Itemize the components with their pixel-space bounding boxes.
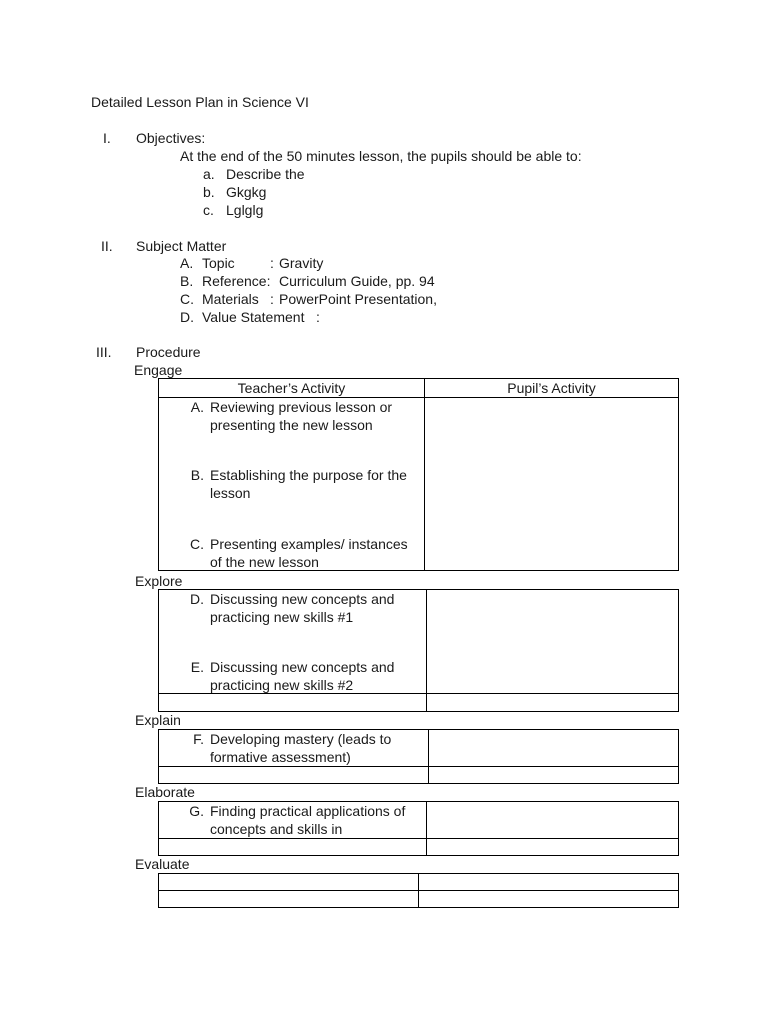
activity-letter: D. (190, 591, 204, 607)
document-title: Detailed Lesson Plan in Science VI (91, 94, 309, 110)
subject-item-letter: C. (180, 291, 194, 307)
empty-cell (419, 874, 679, 891)
subject-item-label: Reference: (202, 273, 271, 289)
elaborate-label: Elaborate (135, 784, 195, 800)
evaluate-table (158, 873, 679, 908)
objective-letter: a. (203, 166, 215, 182)
subject-item-letter: B. (180, 273, 194, 289)
teacher-activity-cell (159, 398, 425, 571)
activity-letter: C. (190, 536, 204, 552)
pupil-activity-cell (427, 802, 679, 839)
pupil-activity-cell (425, 398, 679, 571)
empty-cell (427, 694, 679, 712)
activity-text: Establishing the purpose for the lesson (210, 467, 407, 501)
empty-cell (429, 767, 679, 784)
teacher-activity-cell (159, 590, 427, 694)
activity-letter: G. (189, 803, 204, 819)
empty-cell (159, 767, 429, 784)
objectives-intro: At the end of the 50 minutes lesson, the pupils should be able to: (180, 148, 582, 164)
pupil-activity-header: Pupil’s Activity (425, 379, 679, 398)
empty-cell (159, 694, 427, 712)
subject-item-value: Curriculum Guide, pp. 94 (279, 273, 435, 289)
activity-letter: A. (190, 399, 204, 415)
activity-text: Finding practical applications of concepts and skills in (210, 803, 406, 837)
subject-item-value: Gravity (279, 255, 324, 271)
objective-letter: c. (203, 202, 214, 218)
objectives-numeral: I. (103, 130, 111, 146)
activity-text: Discussing new concepts and practicing new skills #2 (210, 659, 395, 693)
activity-text: Presenting examples/ instances of the new lesson (210, 536, 408, 570)
activity-letter: E. (190, 659, 204, 675)
pupil-activity-cell (429, 730, 679, 767)
activity-letter: F. (193, 731, 204, 747)
explore-table (158, 589, 679, 712)
activity-text: Discussing new concepts and practicing new skills #1 (210, 591, 395, 625)
empty-cell (419, 891, 679, 908)
empty-cell (427, 839, 679, 856)
explain-table (158, 729, 679, 784)
activity-text: Developing mastery (leads to formative assessment) (210, 731, 392, 765)
explore-label: Explore (135, 573, 183, 589)
subject-item-letter: D. (180, 309, 194, 325)
empty-cell (159, 891, 419, 908)
subject-item-separator: : (270, 255, 274, 271)
activity-text: Reviewing previous lesson or presenting the new lesson (210, 399, 393, 433)
explain-label: Explain (135, 712, 181, 728)
subject-matter-numeral: II. (101, 238, 113, 254)
subject-item-separator: : (316, 309, 320, 325)
procedure-numeral: III. (96, 344, 112, 360)
procedure-heading: Procedure (136, 344, 201, 360)
empty-cell (159, 874, 419, 891)
objective-text: Lglglg (226, 202, 264, 218)
objective-letter: b. (203, 184, 215, 200)
activity-letter: B. (190, 467, 204, 483)
subject-item-value: PowerPoint Presentation, (279, 291, 437, 307)
objective-text: Gkgkg (226, 184, 267, 200)
teacher-activity-header: Teacher’s Activity (159, 379, 425, 398)
empty-cell (159, 839, 427, 856)
subject-item-letter: A. (180, 255, 194, 271)
engage-table (158, 378, 679, 571)
subject-item-label: Topic (202, 255, 235, 271)
elaborate-table (158, 801, 679, 856)
objective-text: Describe the (226, 166, 305, 182)
engage-label: Engage (134, 362, 183, 378)
subject-item-label: Materials (202, 291, 259, 307)
objectives-heading: Objectives: (136, 130, 206, 146)
subject-item-label: Value Statement (202, 309, 305, 325)
subject-item-separator: : (270, 291, 274, 307)
teacher-activity-cell (159, 802, 427, 839)
pupil-activity-cell (427, 590, 679, 694)
evaluate-label: Evaluate (135, 856, 190, 872)
subject-matter-heading: Subject Matter (136, 238, 227, 254)
teacher-activity-cell (159, 730, 429, 767)
